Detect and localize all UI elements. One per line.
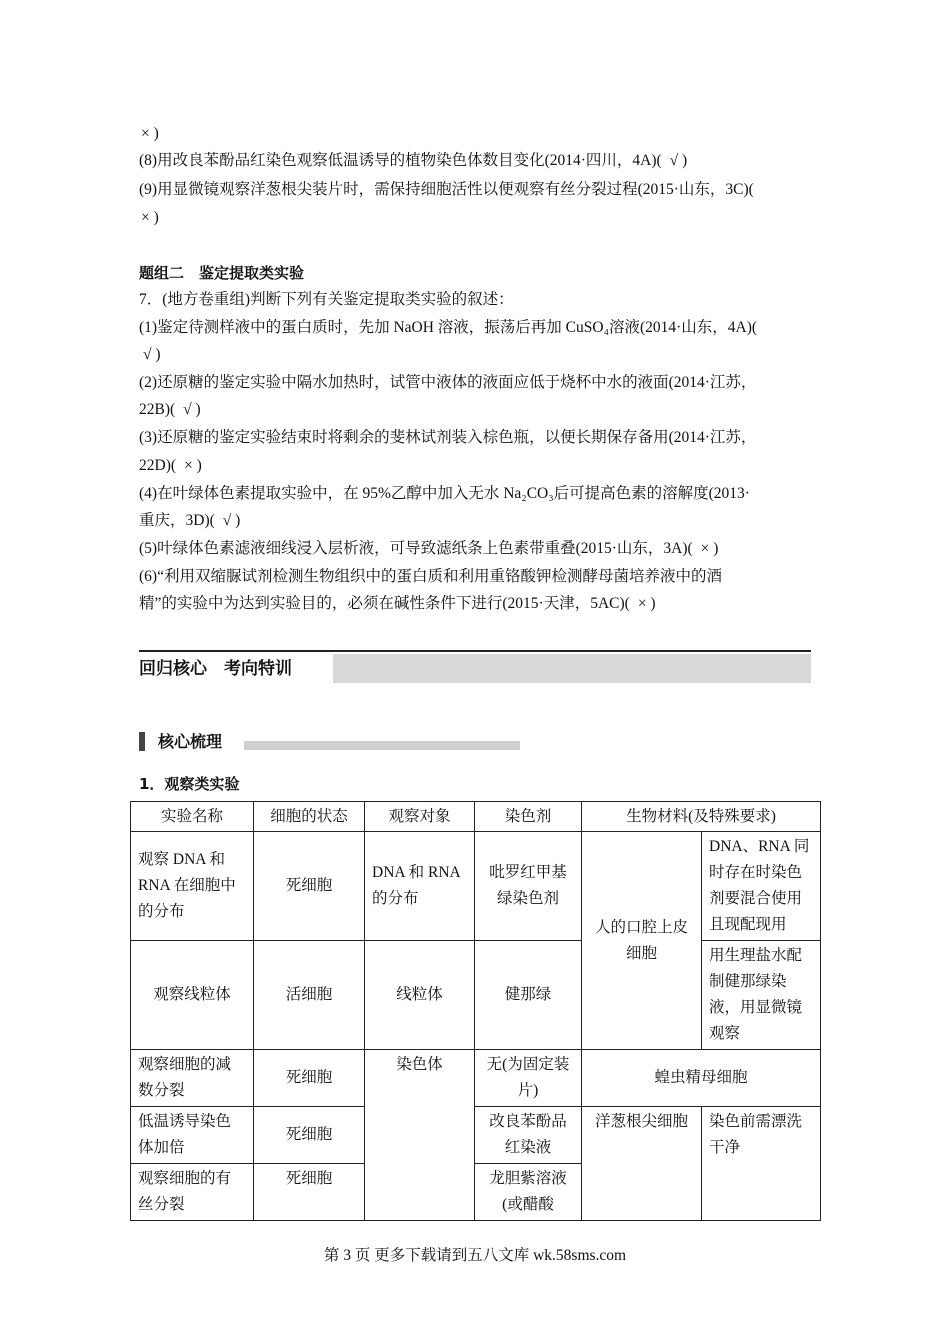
cell-note: DNA、RNA 同时存在时染色剂要混合使用且现配现用 [702,832,821,941]
cell-dye: 吡罗红甲基绿染色剂 [475,832,582,941]
answer-mark-7: × ) [141,125,159,142]
q7-item-2-mark: √ ) [183,401,201,418]
cell-note: 染色前需漂洗干净 [702,1107,821,1221]
banner-rule [139,650,811,652]
cell-state: 活细胞 [254,941,365,1050]
header-cell: 观察对象 [365,802,475,832]
header-cell: 实验名称 [131,802,254,832]
table-row [131,1107,821,1164]
cell-object: 线粒体 [365,941,475,1050]
table-title: 1．观察类实验 [139,775,240,793]
item-9: (9)用显微镜观察洋葱根尖装片时，需保持细胞活性以便观察有丝分裂过程(2015·山东，3C)( [139,181,754,198]
q7-item-6-mark: × ) [637,595,656,612]
cell-state: 死细胞 [254,1050,365,1107]
q7-item-5: (5)叶绿体色素滤液细线浸入层析液，可导致滤纸条上色素带重叠(2015·山东，3A)( × ) [139,540,719,557]
q7-item-4: (4)在叶绿体色素提取实验中，在 95%乙醇中加入无水 Na₂CO₃后可提高色素的溶解度(2013· [139,485,750,502]
answer-mark-9: × ) [141,209,159,226]
cell-object: DNA 和 RNA 的分布 [365,832,475,941]
subhead-bar-icon [139,732,145,751]
question-7: 7．(地方卷重组)判断下列有关鉴定提取类实验的叙述： [139,291,514,308]
header-cell: 染色剂 [475,802,582,832]
subhead-title: 核心梳理 [158,732,223,751]
q7-item-3: (3)还原糖的鉴定实验结束时将剩余的斐林试剂装入棕色瓶，以便长期保存备用(2014·江苏， [139,429,757,446]
cell-name: 观察线粒体 [131,941,254,1050]
page-footer: 第 3 页 更多下载请到五八文库 wk.58sms.com [323,1247,627,1264]
q7-item-5-mark: × ) [700,540,719,557]
cell-note: 用生理盐水配制健那绿染液，用显微镜观察 [702,941,821,1050]
cell-state: 死细胞 [254,1107,365,1164]
cell-material: 蝗虫精母细胞 [582,1050,821,1107]
table-row [131,941,821,1050]
q7-item-1: (1)鉴定待测样液中的蛋白质时，先加 NaOH 溶液，振荡后再加 CuSO₄溶液(2014·山东，4A)( [139,319,758,336]
q7-item-1-mark: √ ) [143,346,161,363]
cell-name: 低温诱导染色体加倍 [131,1107,254,1164]
cell-material: 洋葱根尖细胞 [582,1107,702,1221]
section-banner [139,650,811,684]
cell-name: 观察细胞的有丝分裂 [131,1164,254,1221]
cell-dye: 改良苯酚品红染液 [475,1107,582,1164]
q7-item-6-cont: 精”的实验中为达到实验目的，必须在碱性条件下进行(2015·天津，5AC)( × ) [139,595,656,612]
header-cell: 细胞的状态 [254,802,365,832]
table-row [131,832,821,941]
subhead-fill [244,741,520,750]
header-cell: 生物材料(及特殊要求) [582,802,821,832]
cell-dye: 无(为固定装片) [475,1050,582,1107]
cell-dye: 龙胆紫溶液(或醋酸 [475,1164,582,1221]
cell-name: 观察 DNA 和 RNA 在细胞中的分布 [131,832,254,941]
cell-name: 观察细胞的减数分裂 [131,1050,254,1107]
table-header-row [131,802,821,832]
q7-item-3-cont: 22D)( × ) [139,457,202,474]
table-row [131,1050,821,1107]
cell-state: 死细胞 [254,1164,365,1221]
cell-material-shared: 人的口腔上皮细胞 [582,832,702,1050]
answer-mark-8: √ ) [669,152,688,169]
banner-fill [333,654,811,683]
q7-item-4-mark: √ ) [222,512,241,529]
cell-dye: 健那绿 [475,941,582,1050]
observation-experiments-table [130,801,821,1221]
banner-title: 回归核心 考向特训 [139,659,292,679]
q7-item-2: (2)还原糖的鉴定实验中隔水加热时，试管中液体的液面应低于烧杯中水的液面(2014·江苏， [139,374,757,391]
q7-item-2-cont: 22B)( √ ) [139,401,201,418]
item-8: (8)用改良苯酚品红染色观察低温诱导的植物染色体数目变化(2014·四川，4A)( √ ) [139,152,688,169]
q7-item-6: (6)“利用双缩脲试剂检测生物组织中的蛋白质和利用重铬酸钾检测酵母菌培养液中的酒 [139,568,722,585]
cell-object: 染色体 [365,1050,475,1221]
q7-item-4-cont: 重庆，3D)( √ ) [139,512,241,529]
q7-item-3-mark: × ) [184,457,202,474]
cell-state: 死细胞 [254,832,365,941]
group-title: 题组二 鉴定提取类实验 [139,264,305,282]
